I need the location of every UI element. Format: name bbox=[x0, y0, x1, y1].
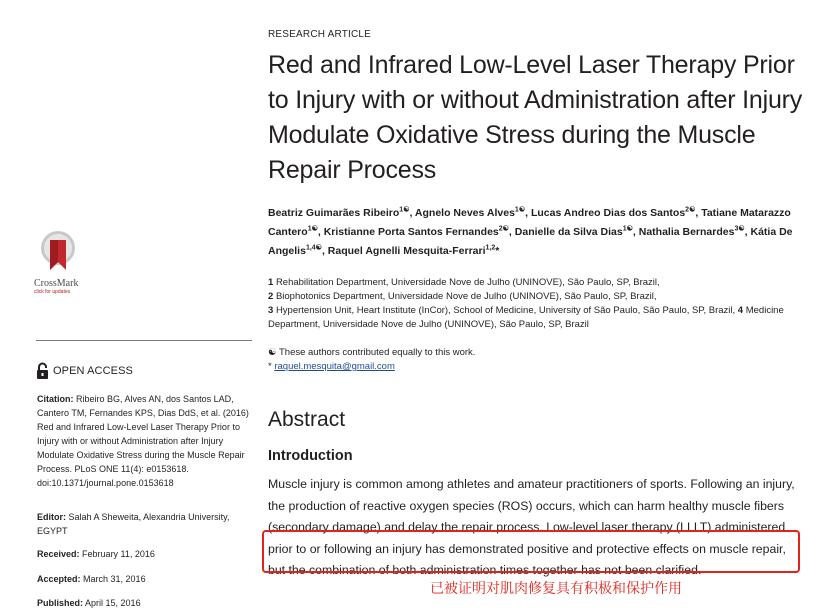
equal-contribution-note: ☯ These authors contributed equally to this work. bbox=[268, 347, 476, 358]
open-access-label: OPEN ACCESS bbox=[53, 364, 133, 377]
affiliation: 1 Rehabilitation Department, Universidade Nove de Julho (UNINOVE), São Paulo, SP, Brazil, bbox=[268, 277, 660, 288]
affiliation: 3 Hypertension Unit, Heart Institute (InCor), School of Medicine, University of São Paulo, São Paulo, SP, Brazil, bbox=[268, 305, 736, 316]
author[interactable]: Lucas Andreo Dias dos Santos$^{2☯}$, bbox=[530, 206, 702, 219]
affiliation-list bbox=[268, 276, 798, 332]
crossmark-label: CrossMark bbox=[34, 278, 79, 289]
accepted-block bbox=[37, 572, 252, 586]
author[interactable]: Kristianne Porta Santos Fernandes$^{2☯}$, bbox=[323, 225, 515, 238]
crossmark-badge[interactable] bbox=[34, 230, 98, 295]
author[interactable]: Danielle da Silva Dias$^{1☯}$, bbox=[514, 225, 639, 238]
author[interactable]: Nathalia Bernardes$^{3☯}$, bbox=[638, 225, 751, 238]
author[interactable]: Kátia De Angelis$^{1,4☯}$, bbox=[268, 225, 793, 257]
corresponding-author: * raquel.mesquita@gmail.com bbox=[268, 361, 395, 372]
citation-block bbox=[37, 392, 252, 490]
open-lock-icon bbox=[36, 362, 49, 379]
editor-label: Editor: bbox=[37, 512, 66, 522]
introduction-heading: Introduction bbox=[268, 448, 353, 464]
author-list bbox=[268, 202, 798, 259]
accepted-date: March 31, 2016 bbox=[83, 574, 146, 584]
highlight-box bbox=[262, 530, 800, 573]
received-block bbox=[37, 547, 252, 561]
accepted-label: Accepted: bbox=[37, 574, 81, 584]
annotation-text: 已被证明对肌肉修复具有积极和保护作用 bbox=[430, 581, 682, 597]
crossmark-icon bbox=[40, 230, 76, 276]
abstract-heading: Abstract bbox=[268, 408, 346, 431]
published-label: Published: bbox=[37, 598, 84, 608]
crossmark-sublabel: click for updates bbox=[34, 289, 71, 295]
affiliation: 4 Medicine Department, Universidade Nove de Julho (UNINOVE), São Paulo, SP, Brazil bbox=[268, 305, 784, 330]
introduction-text: Muscle injury is common among athletes and amateur practitioners of sports. Following an injury, the production of reactive oxygen species (ROS) occurs, which can harm healthy muscle fibers (secondary damage) and delay the repair process. Low-level laser therapy (LLLT) administered prior to or following an injury has demonstrated positive and protective effects on muscle repair, but the combination of both administration times together has not been clarified. bbox=[268, 477, 795, 577]
author[interactable]: Tatiane Matarazzo Cantero$^{1☯}$, bbox=[268, 206, 791, 238]
citation-text: Ribeiro BG, Alves AN, dos Santos LAD, Cantero TM, Fernandes KPS, Dias DdS, et al. (2016) Red and Infrared Low-Level Laser Therapy Prior to Injury with or without Administration after Injury Modulate Oxidative Stress during the Muscle Repair Process. PLoS ONE 11(4): e0153618. doi:10.1371/journal.pone.0153618 bbox=[37, 394, 249, 488]
left-sidebar bbox=[0, 0, 252, 606]
citation-label: Citation: bbox=[37, 394, 74, 404]
author[interactable]: Raquel Agnelli Mesquita-Ferrari$^{1,2}$* bbox=[327, 244, 500, 257]
editor-block bbox=[37, 510, 252, 538]
open-access-badge bbox=[36, 362, 133, 379]
published-date: April 15, 2016 bbox=[85, 598, 141, 608]
article-title: Red and Infrared Low-Level Laser Therapy Prior to Injury with or without Administration after Injury Modulate Oxidative Stress during the Muscle Repair Process bbox=[268, 51, 803, 184]
article-type: RESEARCH ARTICLE bbox=[268, 29, 372, 40]
affiliation: 2 Biophotonics Department, Universidade Nove de Julho (UNINOVE), São Paulo, SP, Brazil, bbox=[268, 291, 657, 302]
author[interactable]: Agnelo Neves Alves$^{1☯}$, bbox=[414, 206, 531, 219]
received-label: Received: bbox=[37, 549, 80, 559]
editor-text: Salah A Sheweita, Alexandria University, EGYPT bbox=[37, 512, 230, 536]
author[interactable]: Beatriz Guimarães Ribeiro$^{1☯}$, bbox=[268, 206, 415, 219]
email-link[interactable]: raquel.mesquita@gmail.com bbox=[274, 361, 395, 372]
sidebar-divider bbox=[36, 340, 252, 341]
published-block bbox=[37, 596, 252, 610]
received-date: February 11, 2016 bbox=[82, 549, 155, 559]
